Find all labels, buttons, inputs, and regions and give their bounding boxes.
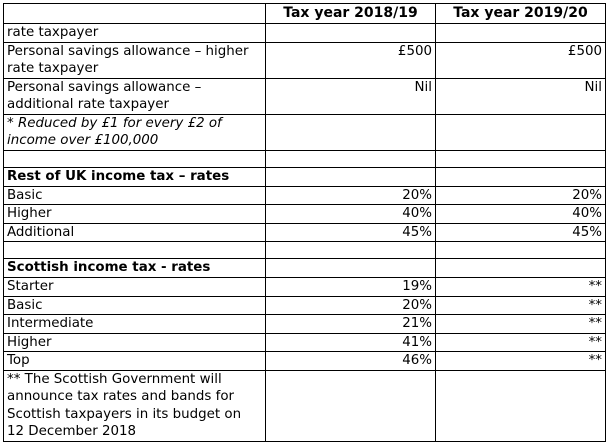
value-2019-20: Nil <box>436 78 606 114</box>
empty-cell <box>266 370 436 441</box>
empty-cell <box>436 24 606 43</box>
savings-footnote: * Reduced by £1 for every £2 of income over £100,000 <box>4 114 266 150</box>
value-2018-19: 20% <box>266 186 436 205</box>
row-label: Additional <box>4 223 266 242</box>
header-2019-20: Tax year 2019/20 <box>436 4 606 24</box>
row-label: rate taxpayer <box>4 24 266 43</box>
empty-cell <box>266 242 436 259</box>
row-label: Personal savings allowance – higher rate taxpayer <box>4 42 266 78</box>
table-row <box>4 315 606 334</box>
empty-cell <box>436 259 606 278</box>
value-2018-19: 20% <box>266 296 436 315</box>
empty-cell <box>4 150 266 167</box>
value-2018-19: 41% <box>266 333 436 352</box>
value-2019-20: ** <box>436 278 606 297</box>
empty-cell <box>436 167 606 186</box>
row-label: Starter <box>4 278 266 297</box>
row-label: Higher <box>4 205 266 224</box>
empty-cell <box>266 150 436 167</box>
table-row <box>4 278 606 297</box>
ruk-section-title: Rest of UK income tax – rates <box>4 167 266 186</box>
spacer-row <box>4 150 606 167</box>
value-2019-20: ** <box>436 352 606 371</box>
empty-cell <box>436 242 606 259</box>
value-2018-19: Nil <box>266 78 436 114</box>
tax-rates-table <box>3 3 606 442</box>
header-2018-19: Tax year 2018/19 <box>266 4 436 24</box>
empty-cell <box>436 150 606 167</box>
row-label: Basic <box>4 296 266 315</box>
value-2019-20: 20% <box>436 186 606 205</box>
empty-cell <box>266 259 436 278</box>
empty-cell <box>436 370 606 441</box>
table-row <box>4 205 606 224</box>
table-row <box>4 223 606 242</box>
empty-cell <box>4 242 266 259</box>
section-header-row <box>4 167 606 186</box>
row-label: Higher <box>4 333 266 352</box>
value-2019-20: ** <box>436 315 606 334</box>
value-2019-20: 40% <box>436 205 606 224</box>
spacer-row <box>4 242 606 259</box>
header-blank-cell <box>4 4 266 24</box>
scot-section-title: Scottish income tax - rates <box>4 259 266 278</box>
scot-footnote: ** The Scottish Government will announce tax rates and bands for Scottish taxpayers in its budget on 12 December 2018 <box>4 370 266 441</box>
row-label: Intermediate <box>4 315 266 334</box>
empty-cell <box>266 24 436 43</box>
value-2018-19: 40% <box>266 205 436 224</box>
value-2019-20: ** <box>436 296 606 315</box>
value-2018-19: 19% <box>266 278 436 297</box>
table-row <box>4 352 606 371</box>
table-row <box>4 186 606 205</box>
table-row <box>4 78 606 114</box>
row-label: Basic <box>4 186 266 205</box>
value-2018-19: 21% <box>266 315 436 334</box>
value-2018-19: 45% <box>266 223 436 242</box>
value-2019-20: ** <box>436 333 606 352</box>
empty-cell <box>266 114 436 150</box>
table-row <box>4 24 606 43</box>
empty-cell <box>266 167 436 186</box>
row-label: Personal savings allowance – additional rate taxpayer <box>4 78 266 114</box>
section-header-row <box>4 259 606 278</box>
empty-cell <box>436 114 606 150</box>
table-row <box>4 114 606 150</box>
value-2019-20: 45% <box>436 223 606 242</box>
value-2018-19: £500 <box>266 42 436 78</box>
value-2018-19: 46% <box>266 352 436 371</box>
table-row <box>4 42 606 78</box>
value-2019-20: £500 <box>436 42 606 78</box>
table-row <box>4 333 606 352</box>
row-label: Top <box>4 352 266 371</box>
header-row <box>4 4 606 24</box>
table-row <box>4 370 606 441</box>
table-row <box>4 296 606 315</box>
